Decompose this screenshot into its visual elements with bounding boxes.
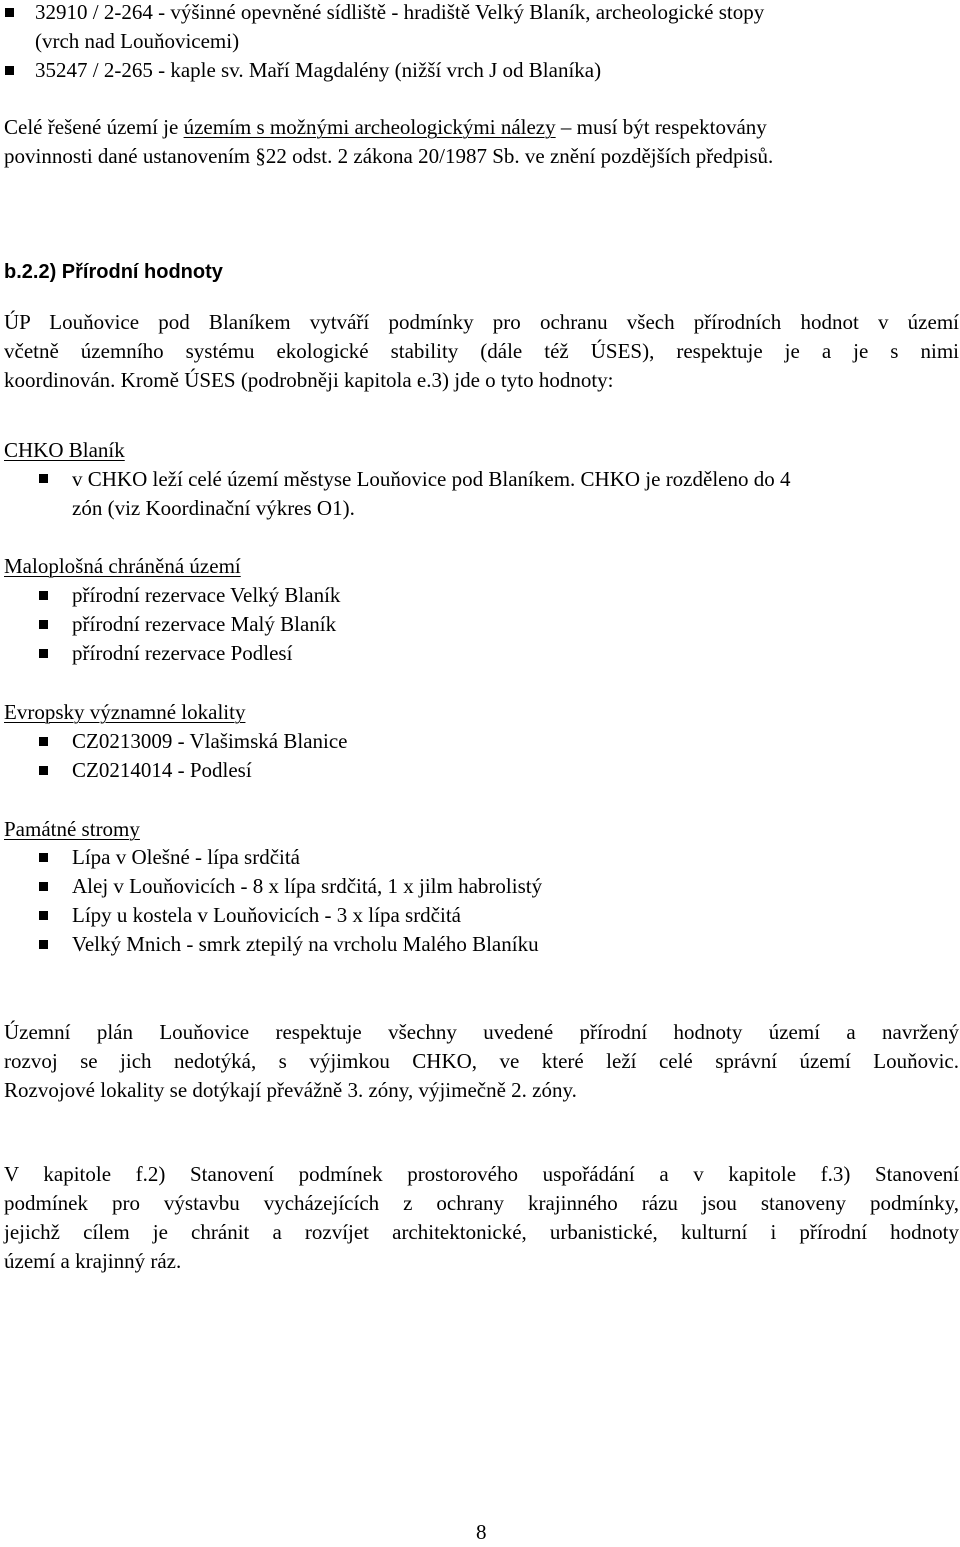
bullet-icon [39, 591, 48, 600]
paragraph-line: ÚP Louňovice pod Blaníkem vytváří podmínky pro ochranu všech přírodních hodnot v území [4, 310, 959, 334]
list-item-continuation: (vrch nad Louňovicemi) [35, 29, 240, 53]
subsection-title: Evropsky významné lokality [4, 700, 246, 724]
bullet-icon [39, 474, 48, 483]
subsection-title: Maloplošná chráněná území [4, 554, 241, 578]
page-number: 8 [476, 1520, 487, 1544]
list-item: přírodní rezervace Podlesí [72, 641, 293, 665]
paragraph-line: území a krajinný ráz. [4, 1249, 182, 1273]
paragraph-line: jejichž cílem je chránit a rozvíjet architektonické, urbanistické, kulturní i přírodní hodnoty [4, 1220, 959, 1244]
bullet-icon [39, 620, 48, 629]
section-heading: b.2.2) Přírodní hodnoty [4, 261, 223, 283]
list-item: Alej v Louňovicích - 8 x lípa srdčitá, 1 x jilm habrolistý [72, 874, 543, 898]
paragraph-line: koordinován. Kromě ÚSES (podrobněji kapitola e.3) jde o tyto hodnoty: [4, 368, 614, 392]
underlined-term: územím s možnými archeologickými nálezy [183, 115, 556, 139]
list-item: přírodní rezervace Velký Blaník [72, 583, 341, 607]
list-item: CZ0213009 - Vlašimská Blanice [72, 729, 348, 753]
subsection-title: Památné stromy [4, 817, 140, 841]
list-item: Velký Mnich - smrk ztepilý na vrcholu Malého Blaníku [72, 932, 539, 956]
list-item: CZ0214014 - Podlesí [72, 758, 252, 782]
list-item: Lípy u kostela v Louňovicích - 3 x lípa srdčitá [72, 903, 461, 927]
paragraph-line: V kapitole f.2) Stanovení podmínek prostorového uspořádání a v kapitole f.3) Stanovení [4, 1162, 959, 1186]
paragraph-line: Rozvojové lokality se dotýkají převážně 3. zóny, výjimečně 2. zóny. [4, 1078, 577, 1102]
subsection-title: CHKO Blaník [4, 438, 125, 462]
bullet-icon [39, 766, 48, 775]
bullet-icon [39, 649, 48, 658]
bullet-icon [39, 940, 48, 949]
paragraph-line: podmínek pro výstavbu vycházejících z ochrany krajinného rázu jsou stanoveny podmínky, [4, 1191, 959, 1215]
bullet-icon [39, 882, 48, 891]
list-item: v CHKO leží celé území městyse Louňovice pod Blaníkem. CHKO je rozděleno do 4 [72, 467, 791, 491]
paragraph-line [4, 113, 767, 142]
paragraph-text: – musí být respektovány [555, 115, 767, 139]
list-item: přírodní rezervace Malý Blaník [72, 612, 337, 636]
bullet-icon [39, 853, 48, 862]
paragraph-line: včetně územního systému ekologické stability (dále též ÚSES), respektuje je a je s nimi [4, 339, 959, 363]
paragraph-line: rozvoj se jich nedotýká, s výjimkou CHKO, ve které leží celé správní území Louňovic. [4, 1049, 959, 1073]
bullet-icon [5, 66, 14, 75]
list-item: 32910 / 2-264 - výšinné opevněné sídliště - hradiště Velký Blaník, archeologické stopy [35, 0, 765, 24]
bullet-icon [5, 8, 14, 17]
list-item: 35247 / 2-265 - kaple sv. Maří Magdalény (nižší vrch J od Blaníka) [35, 58, 602, 82]
paragraph-text: Celé řešené území je [4, 115, 184, 139]
paragraph-line: povinnosti dané ustanovením §22 odst. 2 zákona 20/1987 Sb. ve znění pozdějších předpisů. [4, 144, 774, 168]
list-item-continuation: zón (viz Koordinační výkres O1). [72, 496, 355, 520]
list-item: Lípa v Olešné - lípa srdčitá [72, 845, 301, 869]
paragraph-line: Územní plán Louňovice respektuje všechny uvedené přírodní hodnoty území a navržený [4, 1020, 959, 1044]
bullet-icon [39, 737, 48, 746]
bullet-icon [39, 911, 48, 920]
